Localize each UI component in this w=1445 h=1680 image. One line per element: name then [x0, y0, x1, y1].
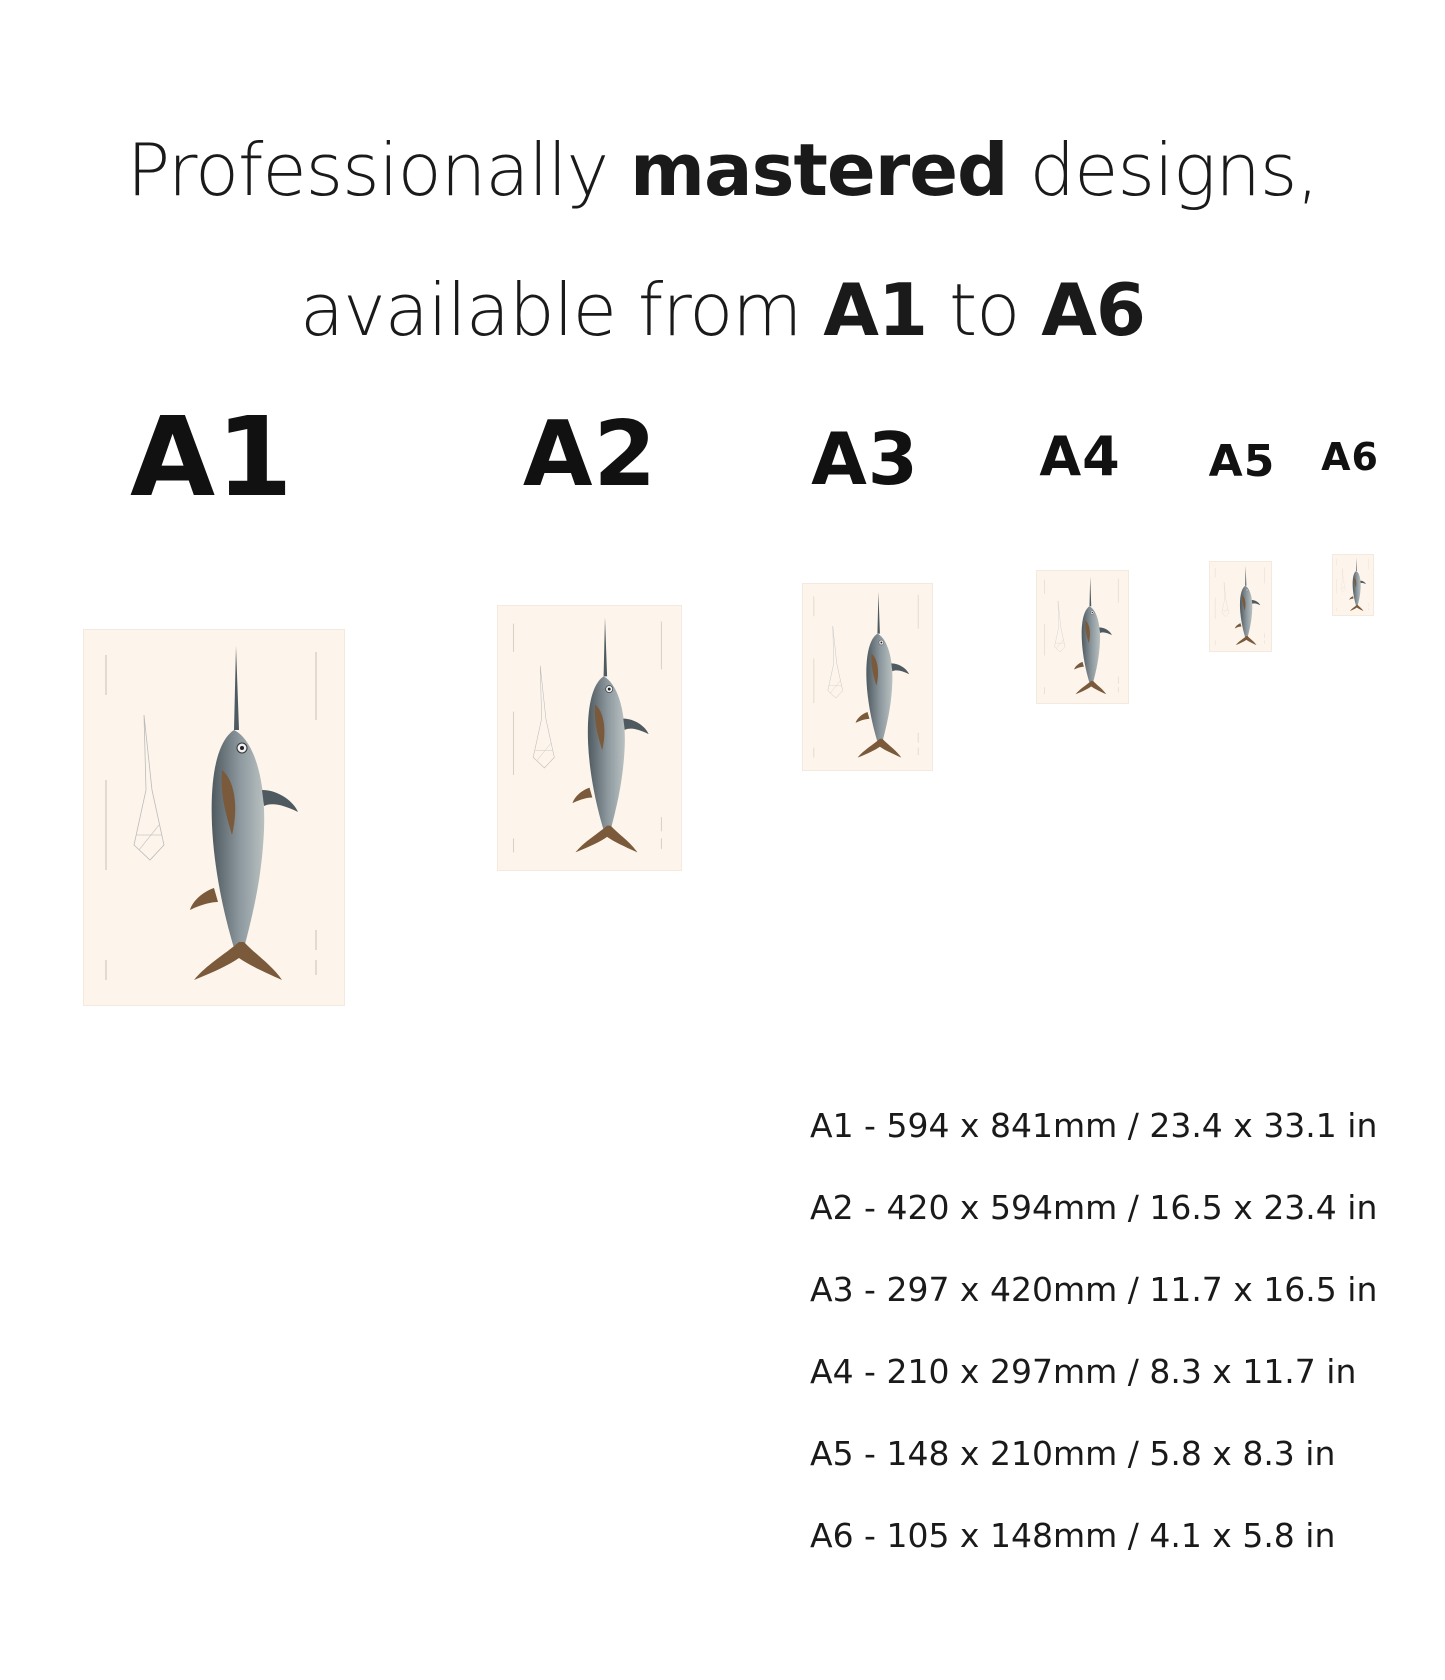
size-spec-a5: A5 - 148 x 210mm / 5.8 x 8.3 in [810, 1434, 1336, 1473]
size-label-a3: A3 [811, 417, 919, 501]
size-label-a2: A2 [522, 402, 658, 507]
poster-preview-a6 [1333, 555, 1373, 615]
size-label-a6: A6 [1321, 435, 1379, 479]
poster-preview-a1 [84, 630, 344, 1005]
headline-text: designs, [1007, 128, 1319, 212]
size-spec-a3: A3 - 297 x 420mm / 11.7 x 16.5 in [810, 1270, 1378, 1309]
headline-bold: A6 [1041, 268, 1146, 352]
headline [0, 100, 1445, 380]
poster-preview-a3 [803, 584, 932, 770]
headline-bold: mastered [629, 128, 1008, 212]
poster-preview-a5 [1210, 562, 1271, 651]
headline-line-1 [0, 100, 1445, 240]
size-label-a4: A4 [1039, 425, 1121, 488]
poster-preview-a4 [1037, 571, 1128, 703]
size-label-a1: A1 [130, 393, 294, 521]
size-label-a5: A5 [1208, 436, 1276, 487]
headline-text: to [927, 268, 1042, 352]
swordfish-illustration [1333, 555, 1373, 615]
swordfish-illustration [803, 584, 932, 770]
swordfish-illustration [84, 630, 344, 1005]
swordfish-illustration [498, 606, 681, 870]
size-spec-a6: A6 - 105 x 148mm / 4.1 x 5.8 in [810, 1516, 1336, 1555]
size-spec-a2: A2 - 420 x 594mm / 16.5 x 23.4 in [810, 1188, 1378, 1227]
poster-preview-a2 [498, 606, 681, 870]
headline-text: available from [299, 268, 824, 352]
size-spec-a4: A4 - 210 x 297mm / 8.3 x 11.7 in [810, 1352, 1357, 1391]
swordfish-illustration [1037, 571, 1128, 703]
swordfish-illustration [1210, 562, 1271, 651]
headline-bold: A1 [823, 268, 928, 352]
headline-text: Professionally [126, 128, 630, 212]
size-spec-list [810, 1085, 1410, 1577]
size-spec-a1: A1 - 594 x 841mm / 23.4 x 33.1 in [810, 1106, 1378, 1145]
headline-line-2 [0, 240, 1445, 380]
